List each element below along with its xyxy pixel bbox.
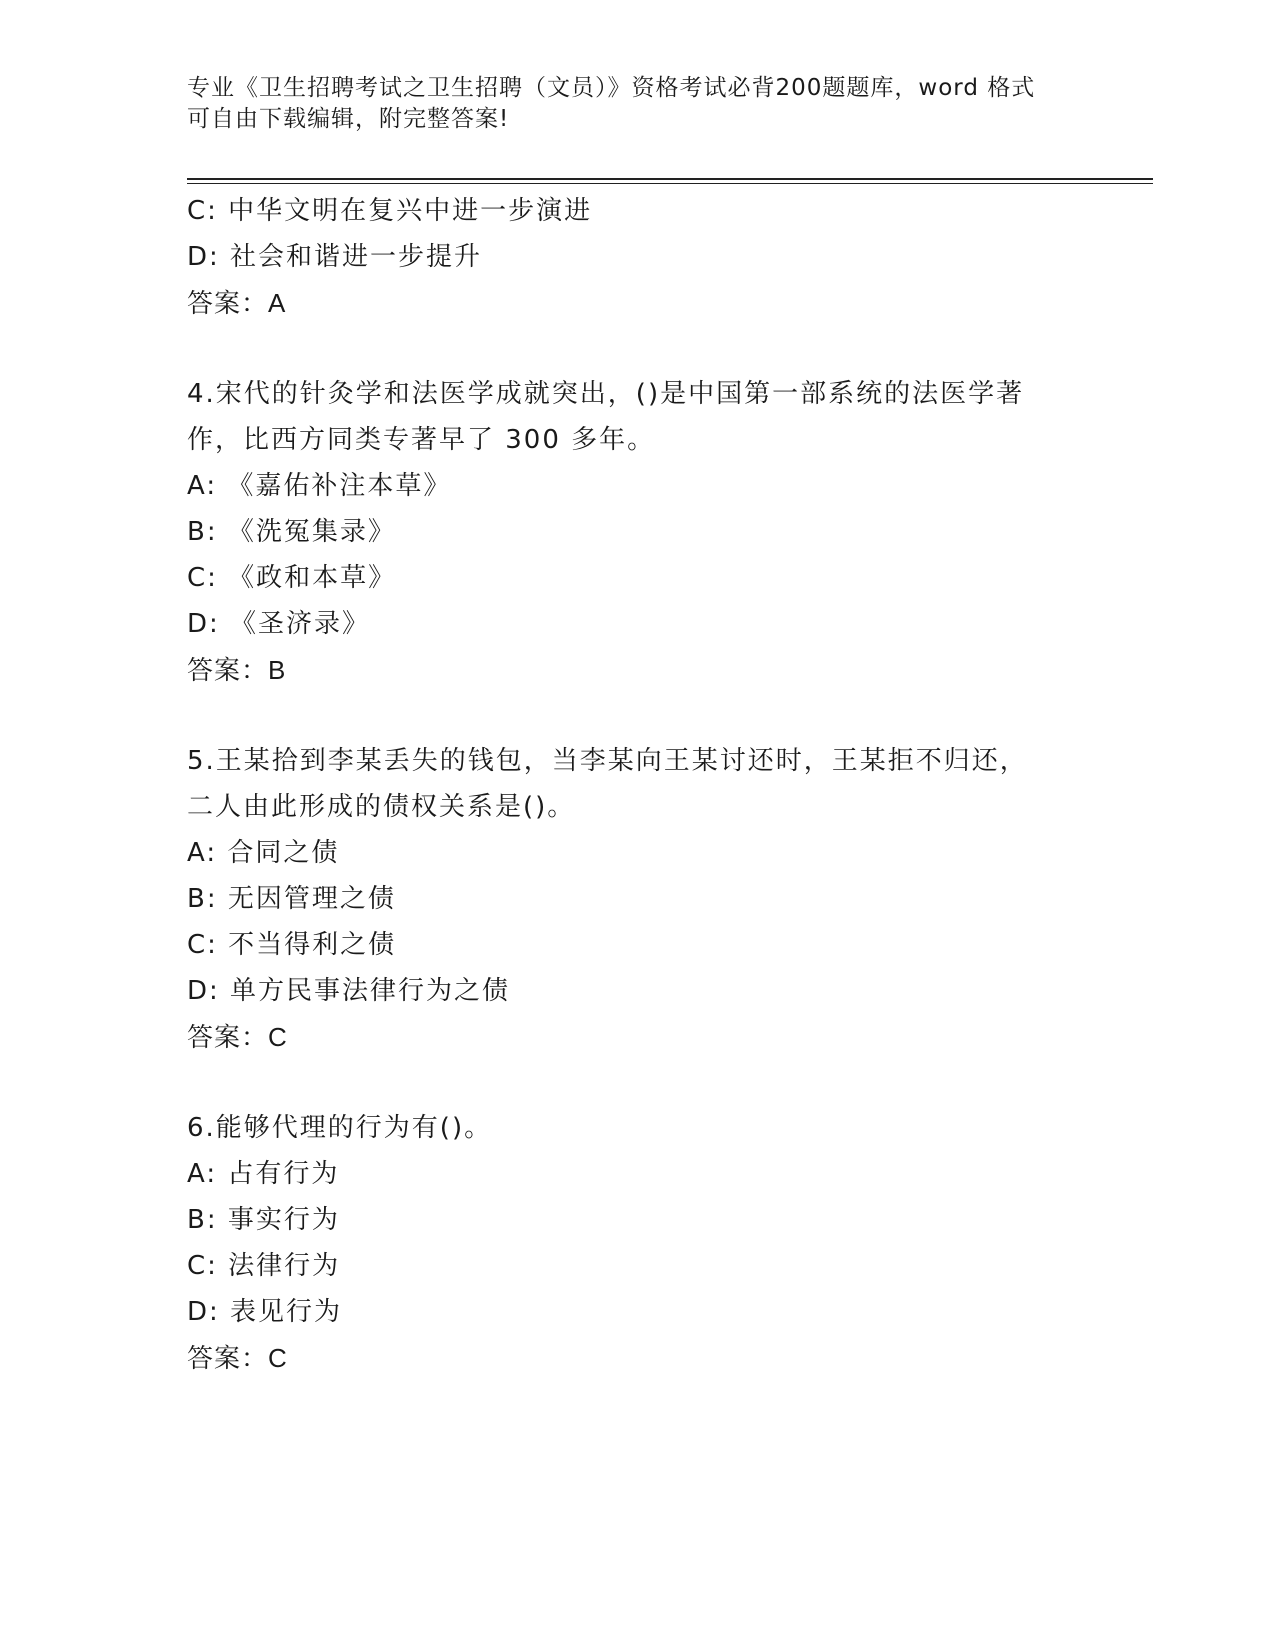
header-divider-thick xyxy=(187,178,1153,180)
question-5 xyxy=(187,738,1067,1060)
spacer xyxy=(187,1060,1067,1105)
option-a: A: 合同之债 xyxy=(187,838,340,868)
answer-line: 答案：B xyxy=(187,655,287,685)
spacer xyxy=(187,693,1067,738)
option-b: B: 事实行为 xyxy=(187,1205,340,1235)
question-list xyxy=(187,188,1067,1381)
question-stem-line-2: 二人由此形成的债权关系是()。 xyxy=(187,792,576,822)
question-stem-line-1: 6.能够代理的行为有()。 xyxy=(187,1113,493,1143)
document-header xyxy=(187,73,1067,135)
answer-line: 答案：C xyxy=(187,1022,288,1052)
answer-line: 答案：A xyxy=(187,288,287,318)
option-c: C: 不当得利之债 xyxy=(187,930,397,960)
header-line-2: 可自由下载编辑，附完整答案! xyxy=(187,106,510,132)
option-c: C: 中华文明在复兴中进一步演进 xyxy=(187,196,593,226)
option-c: C: 法律行为 xyxy=(187,1251,341,1281)
header-line-1: 专业《卫生招聘考试之卫生招聘（文员）》资格考试必背200题题库，word 格式 xyxy=(187,75,1036,101)
option-b: B: 《洗冤集录》 xyxy=(187,517,396,547)
spacer xyxy=(187,326,1067,371)
option-a: A: 《嘉佑补注本草》 xyxy=(187,471,452,501)
answer-line: 答案：C xyxy=(187,1343,288,1373)
option-b: B: 无因管理之债 xyxy=(187,884,396,914)
question-3-tail xyxy=(187,188,1067,326)
option-d: D: 社会和谐进一步提升 xyxy=(187,242,483,272)
option-d: D: 《圣济录》 xyxy=(187,609,371,639)
option-c: C: 《政和本草》 xyxy=(187,563,397,593)
question-stem-line-2: 作，比西方同类专著早了 300 多年。 xyxy=(187,425,656,455)
header-divider-thin xyxy=(187,183,1153,184)
question-6 xyxy=(187,1105,1067,1381)
option-d: D: 单方民事法律行为之债 xyxy=(187,976,511,1006)
question-stem-line-1: 5.王某拾到李某丢失的钱包，当李某向王某讨还时，王某拒不归还， xyxy=(187,746,1028,776)
question-stem-line-1: 4.宋代的针灸学和法医学成就突出，()是中国第一部系统的法医学著 xyxy=(187,379,1025,409)
option-d: D: 表见行为 xyxy=(187,1297,343,1327)
question-4 xyxy=(187,371,1067,693)
option-a: A: 占有行为 xyxy=(187,1159,340,1189)
